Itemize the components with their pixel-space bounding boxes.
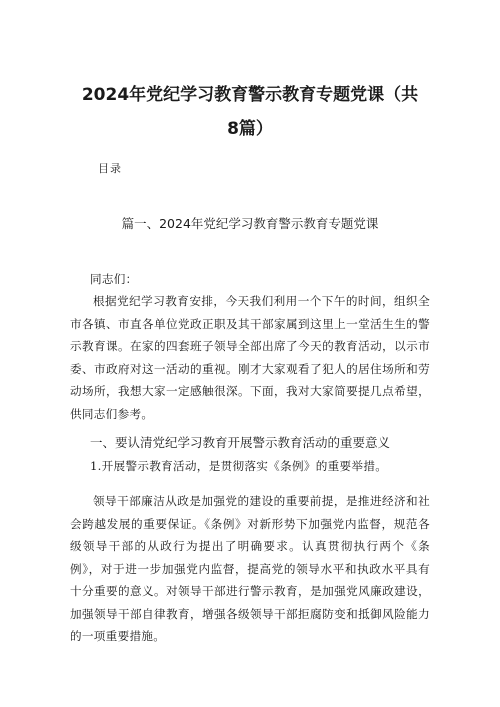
paragraph-body: 领导干部廉洁从政是加强党的建设的重要前提，是推进经济和社会跨越发展的重要保证。《条例》对新形势下加强党内监督，规范各级领导干部的从政行为提出了明确要求。认真贯彻执行两个《条例》，对于进一步加强党内监督，提高党的领导水平和执政水平具有十分重要的意义。对领导干部进行警示教育，是加强党风廉政建设，加强领导干部自律教育，增强各级领导干部拒腐防变和抵御风险能力的一项重要措施。 bbox=[70, 494, 430, 643]
section-heading: 一、要认清党纪学习教育开展警示教育活动的重要意义 bbox=[90, 435, 391, 450]
chapter-title: 篇一、2024年党纪学习教育警示教育专题党课 bbox=[121, 216, 379, 231]
greeting: 同志们： bbox=[90, 272, 138, 286]
toc-label: 目录 bbox=[98, 162, 122, 175]
document-title-line1: 2024年党纪学习教育警示教育专题党课（共 bbox=[81, 85, 419, 105]
document-title-line2: 8篇） bbox=[227, 119, 273, 139]
paragraph-intro: 根据党纪学习教育安排，今天我们利用一个下午的时间，组织全市各镇、市直各单位党政正职及其干部家属到这里上一堂活生生的警示教育课。在家的四套班子领导全部出席了今天的教育活动，以示市委、市政府对这一活动的重视。刚才大家观看了犯人的居住场所和劳动场所，我想大家一定感触很深。下面，我对大家简要提几点希望，供同志们参考。 bbox=[70, 294, 430, 421]
subsection-heading: 1.开展警示教育活动，是贯彻落实《条例》的重要举措。 bbox=[90, 459, 388, 473]
